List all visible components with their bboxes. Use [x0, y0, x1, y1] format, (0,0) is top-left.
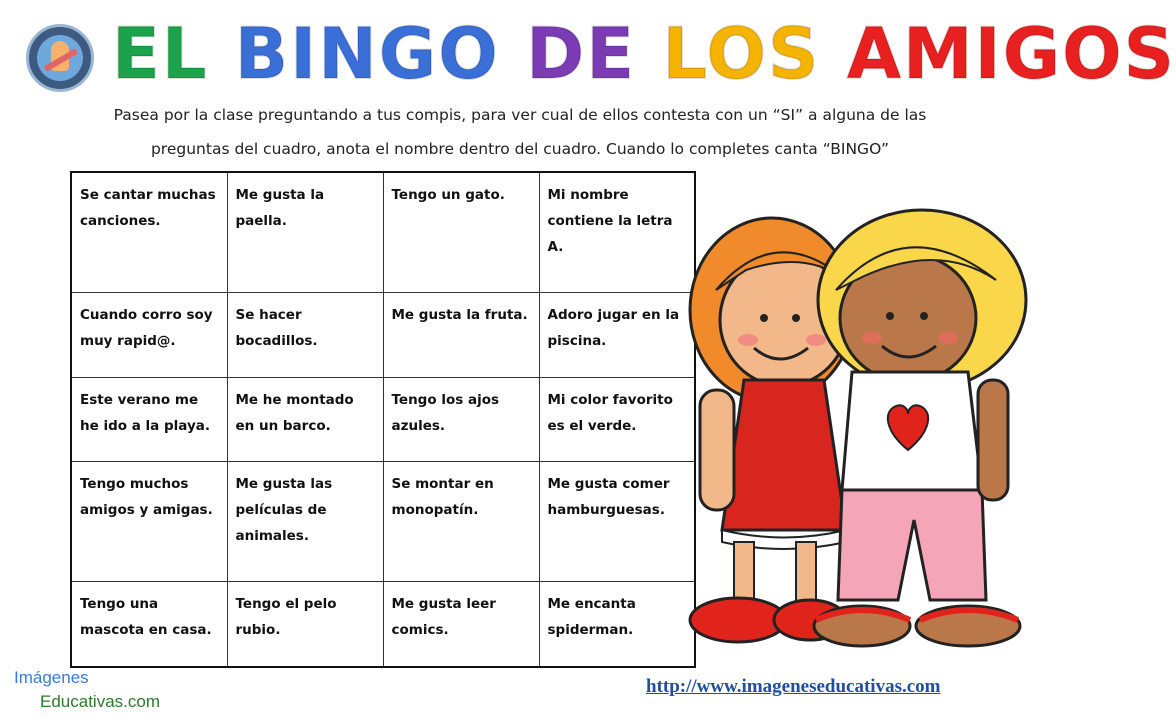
- title-word: BINGO: [234, 13, 527, 95]
- bingo-cell[interactable]: Me encanta spiderman.: [539, 582, 695, 667]
- grid-row: [71, 293, 695, 378]
- instructions-line-1: Pasea por la clase preguntando a tus compis, para ver cual de ellos contesta con un “SI” a alguna de las: [113, 106, 927, 124]
- grid-row: [71, 377, 695, 462]
- footer-logo-line-2: Educativas.com: [40, 692, 160, 711]
- title-word: DE: [526, 13, 663, 95]
- footer-logo-line-1: Imágenes: [14, 668, 89, 687]
- bingo-cell[interactable]: Me gusta la paella.: [227, 172, 383, 293]
- instructions-line-2: preguntas del cuadro, anota el nombre dentro del cuadro. Cuando lo completes canta “BINGO”: [150, 140, 890, 158]
- bingo-cell[interactable]: Adoro jugar en la piscina.: [539, 293, 695, 378]
- friends-illustration: [686, 200, 1032, 660]
- bingo-grid: [70, 171, 696, 668]
- bingo-cell[interactable]: Me gusta las películas de animales.: [227, 462, 383, 582]
- bingo-cell[interactable]: Tengo una mascota en casa.: [71, 582, 227, 667]
- grid-row: [71, 582, 695, 667]
- bingo-cell[interactable]: Tengo los ajos azules.: [383, 377, 539, 462]
- bingo-cell[interactable]: Cuando corro soy muy rapid@.: [71, 293, 227, 378]
- grid-row: [71, 462, 695, 582]
- bingo-cell[interactable]: Mi color favorito es el verde.: [539, 377, 695, 462]
- page-title: [112, 13, 1176, 95]
- bingo-cell[interactable]: Me gusta leer comics.: [383, 582, 539, 667]
- grid-row: [71, 172, 695, 293]
- title-word: EL: [112, 13, 235, 95]
- bingo-cell[interactable]: Tengo un gato.: [383, 172, 539, 293]
- instructions: [40, 98, 1000, 166]
- title-word: AMIGOS: [846, 13, 1176, 95]
- bingo-cell[interactable]: Me gusta la fruta.: [383, 293, 539, 378]
- girl-right-figure: [814, 210, 1026, 646]
- footer-logo: [14, 668, 214, 716]
- bingo-cell[interactable]: Se cantar muchas canciones.: [71, 172, 227, 293]
- site-logo-badge: [26, 24, 94, 92]
- bingo-cell[interactable]: Me gusta comer hamburguesas.: [539, 462, 695, 582]
- bingo-cell[interactable]: Tengo muchos amigos y amigas.: [71, 462, 227, 582]
- footer-url-link[interactable]: http://www.imageneseducativas.com: [646, 676, 941, 697]
- bingo-cell[interactable]: Este verano me he ido a la playa.: [71, 377, 227, 462]
- bingo-cell[interactable]: Se montar en monopatín.: [383, 462, 539, 582]
- bingo-cell[interactable]: Mi nombre contiene la letra A.: [539, 172, 695, 293]
- bingo-cell[interactable]: Se hacer bocadillos.: [227, 293, 383, 378]
- title-word: LOS: [662, 13, 847, 95]
- bingo-cell[interactable]: Tengo el pelo rubio.: [227, 582, 383, 667]
- bingo-cell[interactable]: Me he montado en un barco.: [227, 377, 383, 462]
